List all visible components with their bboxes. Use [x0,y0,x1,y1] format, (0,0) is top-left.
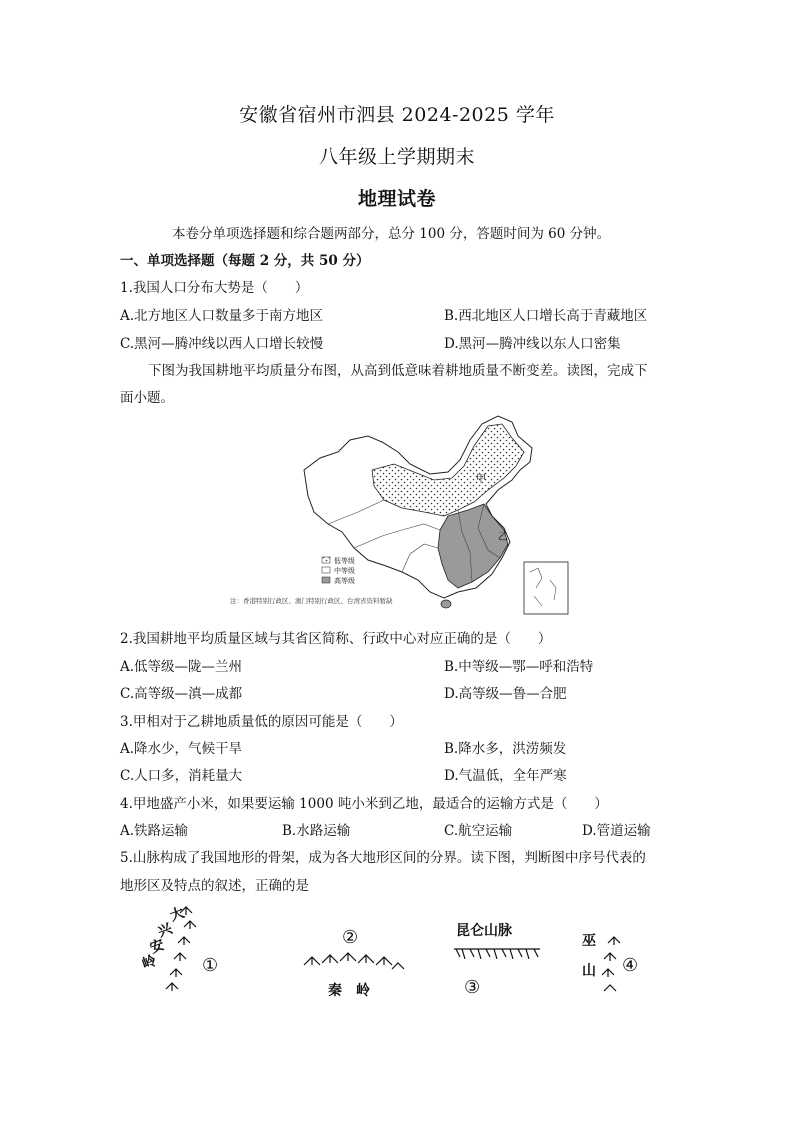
q1-option-c: C.黑河—腾冲线以西人口增长较慢 [120,336,324,352]
cropland-quality-map [230,412,570,617]
low-grade-region [372,424,524,516]
legend-low: 低等级 [334,557,355,565]
mountain-wushan-figure [578,905,656,1000]
mountain3-name: 昆仑山脉 [456,923,512,939]
q1-option-a: A.北方地区人口数量多于南方地区 [120,308,324,324]
q3-option-a: A.降水少，气候干旱 [120,741,243,757]
q1-option-b: B.西北地区人口增长高于青藏地区 [444,308,648,324]
q2-stem: 2.我国耕地平均质量区域与其省区简称、行政中心对应正确的是（ ） [120,631,552,647]
q5-line2: 地形区及特点的叙述，正确的是 [120,878,309,894]
hainan-island [441,600,451,608]
mountain4-char-shan: 山 [582,963,596,979]
legend-high: 高等级 [334,577,355,585]
q2-option-a: A.低等级—陇—兰州 [120,659,243,675]
q3-option-b: B.降水多，洪涝频发 [444,741,567,757]
mountain-kunlun-figure [450,905,550,1000]
q3-stem: 3.甲相对于乙耕地质量低的原因可能是（ ） [120,714,403,730]
q4-option-d: D.管道运输 [582,823,651,839]
title-line2: 八年级上学期期末 [318,146,475,168]
q4-option-b: B.水路运输 [282,823,351,839]
title-line3: 地理试卷 [357,188,436,210]
passage-line1: 下图为我国耕地平均质量分布图，从高到低意味着耕地质量不断变差。读图，完成下 [148,363,648,379]
q3-option-d: D.气温低，全年严寒 [444,768,567,784]
q4-option-a: A.铁路运输 [120,823,189,839]
q3-option-c: C.人口多，消耗量大 [120,768,243,784]
q2-option-b: B.中等级—鄂—呼和浩特 [444,659,594,675]
q4-option-c: C.航空运输 [444,823,513,839]
mountain2-number: ② [342,927,359,948]
q2-option-c: C.高等级—滇—成都 [120,686,243,702]
mountain3-number: ③ [464,977,481,998]
section-heading: 一、单项选择题（每题 2 分，共 50 分） [120,253,370,269]
legend-mid: 中等级 [334,567,355,575]
q1-option-d: D.黑河—腾冲线以东人口密集 [444,336,621,352]
mountain1-char-an: 安 [147,936,167,957]
legend-swatch-high [322,577,330,583]
mountain1-char-ling: 岭 [139,952,159,973]
mountain4-char-wu: 巫 [582,933,596,949]
map-note: 注：香港特别行政区、澳门特别行政区、台湾省资料暂缺 [230,597,393,605]
q5-line1: 5.山脉构成了我国地形的骨架，成为各大地形区间的分界。读下图，判断图中序号代表的 [120,850,646,866]
mountain4-number: ④ [622,955,639,976]
legend-swatch-mid [322,567,330,573]
q2-option-d: D.高等级—鲁—合肥 [444,686,567,702]
mountain1-char-da: 大 [167,904,187,925]
passage-line2: 面小题。 [120,390,174,406]
high-grade-region [438,504,508,588]
mountain1-char-xing: 兴 [155,920,175,941]
mountain1-number: ① [202,955,219,976]
intro-text: 本卷分单项选择题和综合题两部分，总分 100 分，答题时间为 60 分钟。 [172,226,611,242]
south-sea-inset [524,562,568,614]
q1-stem: 1.我国人口分布大势是（ ） [120,280,309,296]
q4-stem: 4.甲地盛产小米，如果要运输 1000 吨小米到乙地，最适合的运输方式是（ ） [120,796,608,812]
map-label-jia: 甲 [476,474,486,485]
title-line1: 安徽省宿州市泗县 2024-2025 学年 [239,104,555,126]
mountain-daxinganling-figure [140,905,240,1000]
map-label-yi: 乙 [498,532,508,543]
mountain-qinling-figure [298,905,410,1000]
legend-swatch-low [322,557,330,563]
mountain2-name: 秦 岭 [328,983,370,999]
